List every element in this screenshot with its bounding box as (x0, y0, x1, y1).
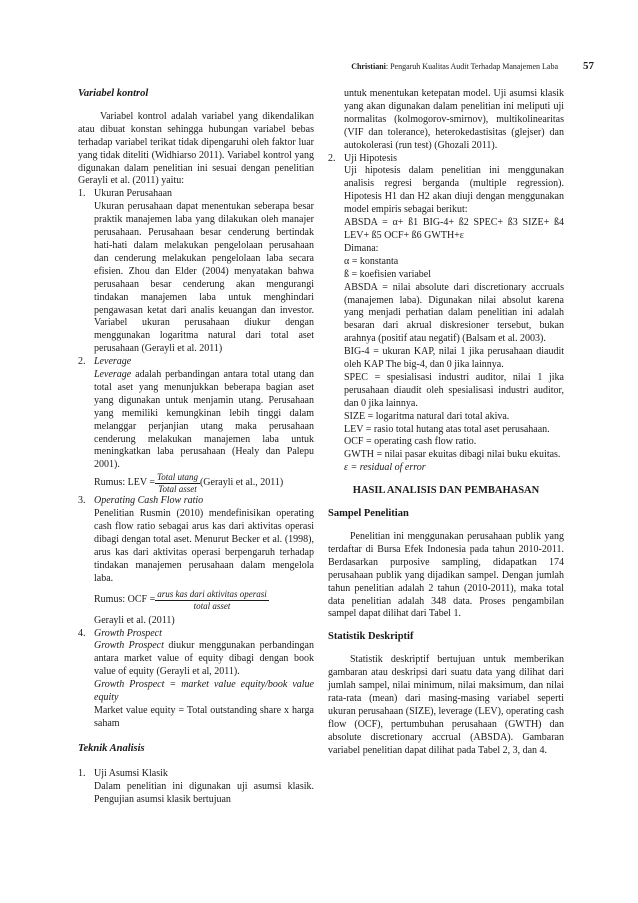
list-number: 3. (78, 495, 86, 507)
item-title: Ukuran Perusahaan (94, 188, 173, 200)
fraction-denominator: total asset (193, 600, 231, 611)
running-header (0, 60, 638, 74)
definition-spec: SPEC = spesialisasi industri auditor, nilai 1 jika perusahaan diaudit oleh spesialisasi industri auditor, dan 0 jika lainnya. (344, 371, 564, 409)
fraction-denominator: Total asset (158, 484, 197, 495)
right-column (328, 88, 564, 758)
formula-growth: Growth Prospect = market value equity/book value equity (94, 679, 314, 704)
definition-lev: LEV = rasio total hutang atas total aset perusahaan. (344, 423, 550, 435)
list-number: 2. (328, 152, 336, 164)
list-item-uji-asumsi-continued (328, 88, 564, 153)
item-title: Uji Asumsi Klasik (94, 767, 168, 779)
item-title: Leverage (94, 356, 132, 368)
item-text: Uji hipotesis dalam penelitian ini menggunakan analisis regresi berganda (multiple regression). Hipotesis H1 dan H2 akan diuji dengan menggunakan model empiris sebagai berikut: (344, 165, 564, 216)
list-number: 2. (78, 356, 86, 368)
heading-statistik-deskriptif: Statistik Deskriptif (328, 631, 414, 643)
fraction-numerator: arus kas dari aktivitas operasi (157, 588, 267, 599)
page-number: 57 (583, 60, 594, 72)
formula-citation: (Gerayli et al., 2011) (199, 477, 284, 489)
formula-lev (94, 472, 314, 495)
formula-ocf (94, 589, 314, 612)
definition-size: SIZE = logaritma natural dari total akiva. (344, 410, 510, 422)
list-item-uji-hipotesis (328, 153, 564, 476)
list-item-ocf (78, 495, 314, 627)
definition-beta: ß = koefisien variabel (344, 268, 431, 280)
running-title (351, 62, 558, 71)
left-column (78, 88, 314, 806)
item-citation: Gerayli et al. (2011) (94, 614, 175, 626)
item-text: Dalam penelitian ini digunakan uji asumsi klasik. Pengujian asumsi klasik bertujuan (94, 780, 314, 805)
heading-hasil-analisis: HASIL ANALISIS DAN PEMBAHASAN (352, 485, 540, 497)
item-lead-word: Growth Prospect (94, 640, 164, 652)
item-text: untuk menentukan ketepatan model. Uji asumsi klasik yang akan digunakan dalam penelitian ini meliputi uji normalitas (kolmogorov-smirnov), multikolinearitas (VIF dan tolerance), heterokedastisitas (glejser) dan autokolerasi (run test) (Ghozali 2011). (344, 88, 564, 151)
paragraph-variabel-kontrol: Variabel kontrol adalah variabel yang dikendalikan atau dibuat konstan sehingga hubungan variabel bebas terhadap variabel terikat tidak dipengaruhi oleh faktor luar yang tidak diteliti (Widhiarso 2011). Variabel kontrol yang digunakan dalam penelitian ini sesuai dengan penelitian Gerayli et al. (2011) yaitu: (78, 110, 314, 187)
item-title: Growth Prospect (94, 627, 162, 639)
item-text: Penelitian Rusmin (2010) mendefinisikan operating cash flow ratio sebagai arus kas dari aktivitas operasi dibagi dengan total aset. Menurut Becker et al. (1998), arus kas dari aktivitas operasi berpengaruh terhadap tindakan manajemen perusahaan dalam mengelola laba. (94, 508, 314, 584)
running-title-text: : Pengaruh Kualitas Audit Terhadap Manajemen Laba (385, 62, 558, 71)
list-number: 1. (78, 188, 86, 200)
list-item-uji-asumsi (78, 768, 314, 807)
heading-teknik-analisis: Teknik Analisis (78, 742, 145, 754)
heading-sampel-penelitian: Sampel Penelitian (328, 508, 409, 520)
definition-absda: ABSDA = nilai absolute dari discretionary accruals (manajemen laba). Digunakan nilai absolut karena yang menjadi perhatian dalam penelitian ini adalah besaran dari akrual diskresioner tersebut, bukan arahnya (positif atau negatif) (Balsam et al. 2003). (344, 281, 564, 345)
formula-label: Rumus: LEV = (94, 477, 156, 489)
list-number: 4. (78, 627, 86, 639)
item-lead-word: Leverage (94, 369, 132, 381)
list-item-growth-prospect (78, 628, 314, 731)
fraction-numerator: Total utang (157, 472, 198, 483)
item-title: Operating Cash Flow ratio (94, 495, 204, 507)
definition-epsilon: ε = residual of error (344, 462, 426, 474)
formula-market-value: Market value equity = Total outstanding share x harga saham (94, 704, 314, 729)
regression-model: ABSDA = α+ ß1 BIG-4+ ß2 SPEC+ ß3 SIZE+ ß4 LEV+ ß5 OCF+ ß6 GWTH+ε (344, 217, 564, 241)
item-text: adalah perbandingan antara total utang dan total aset yang menunjukkan beberapa bagian aset yang digunakan untuk menjamin utang. Perusahaan yang memiliki kemungkinan lebih tinggi dalam melanggar perjanjian utang maka perusahaan cenderung melakukan manajemen laba untuk meningkatkan laba perusahaan (Healy dan Palepu 2001). (94, 369, 315, 471)
dimana-label: Dimana: (344, 242, 379, 254)
list-number: 1. (78, 767, 86, 779)
item-title: Uji Hipotesis (344, 152, 398, 164)
definition-gwth: GWTH = nilai pasar ekuitas dibagi nilai buku ekuitas. (344, 449, 561, 461)
list-item-leverage (78, 356, 314, 495)
author-name: Christiani (351, 62, 386, 71)
list-item-ukuran-perusahaan (78, 188, 314, 356)
heading-variabel-kontrol: Variabel kontrol (78, 88, 149, 99)
item-text: Ukuran perusahaan dapat menentukan seberapa besar praktik manajemen laba yang dilakukan oleh manajer perusahaan. Perusahaan besar cenderung bertindak hati-hati dalam melakukan pengelolaan perusahaan dan cenderung melakukan pengelolaan laba secara efisien. Zhou dan Elder (2004) menyatakan bahwa perusahaan besar cenderung akan mengurangi tindakan manajemen laba untuk menghindari pengawasan ketat dari analis keuangan dan investor. Variabel ukuran perusahaan diukur dengan menggunakan logaritma natural dari total aset perusahaan (Gerayli et al. 2011) (94, 201, 314, 355)
fraction (155, 589, 269, 612)
definition-big4: BIG-4 = ukuran KAP, nilai 1 jika perusahaan diaudit oleh KAP The big-4, dan 0 jika lainnya. (344, 346, 564, 371)
item-text: diukur menggunakan perbandingan antara market value of equity dibagi dengan book value of equity (Gerayli et al, 2011). (94, 640, 314, 678)
formula-label: Rumus: OCF = (94, 593, 156, 605)
definition-ocf: OCF = operating cash flow ratio. (344, 436, 477, 448)
paragraph-sampel: Penelitian ini menggunakan perusahaan publik yang terdaftar di Bursa Efek Indonesia pada tahun 2010-2011. Berdasarkan purposive sampling, didapatkan 174 perusahaan publik yang dijadikan sampel. Dengan jumlah tahun penelitian adalah 2 tahun (2010-2011), maka total data penelitian adalah 348 data. Proses pengambilan sampel dapat dilihat dari Tabel 1. (328, 531, 564, 620)
fraction (155, 472, 200, 495)
paragraph-statistik: Statistik deskriptif bertujuan untuk memberikan gambaran atau deskripsi dari suatu data yang dilihat dari jumlah sampel, nilai minimum, nilai maksimum, dan nilai rata-rata (mean) dari masing-masing variabel seperti ukuran perusahaan (SIZE), leverage (LEV), operating cash flow (OCF), pertumbuhan perusahaan (GWTH) dan absolute discretionary accrual (ABSDA). Gambaran variabel penelitian dapat dilihat pada Tabel 2, 3, dan 4. (328, 654, 565, 756)
definition-alpha: α = konstanta (344, 255, 399, 267)
